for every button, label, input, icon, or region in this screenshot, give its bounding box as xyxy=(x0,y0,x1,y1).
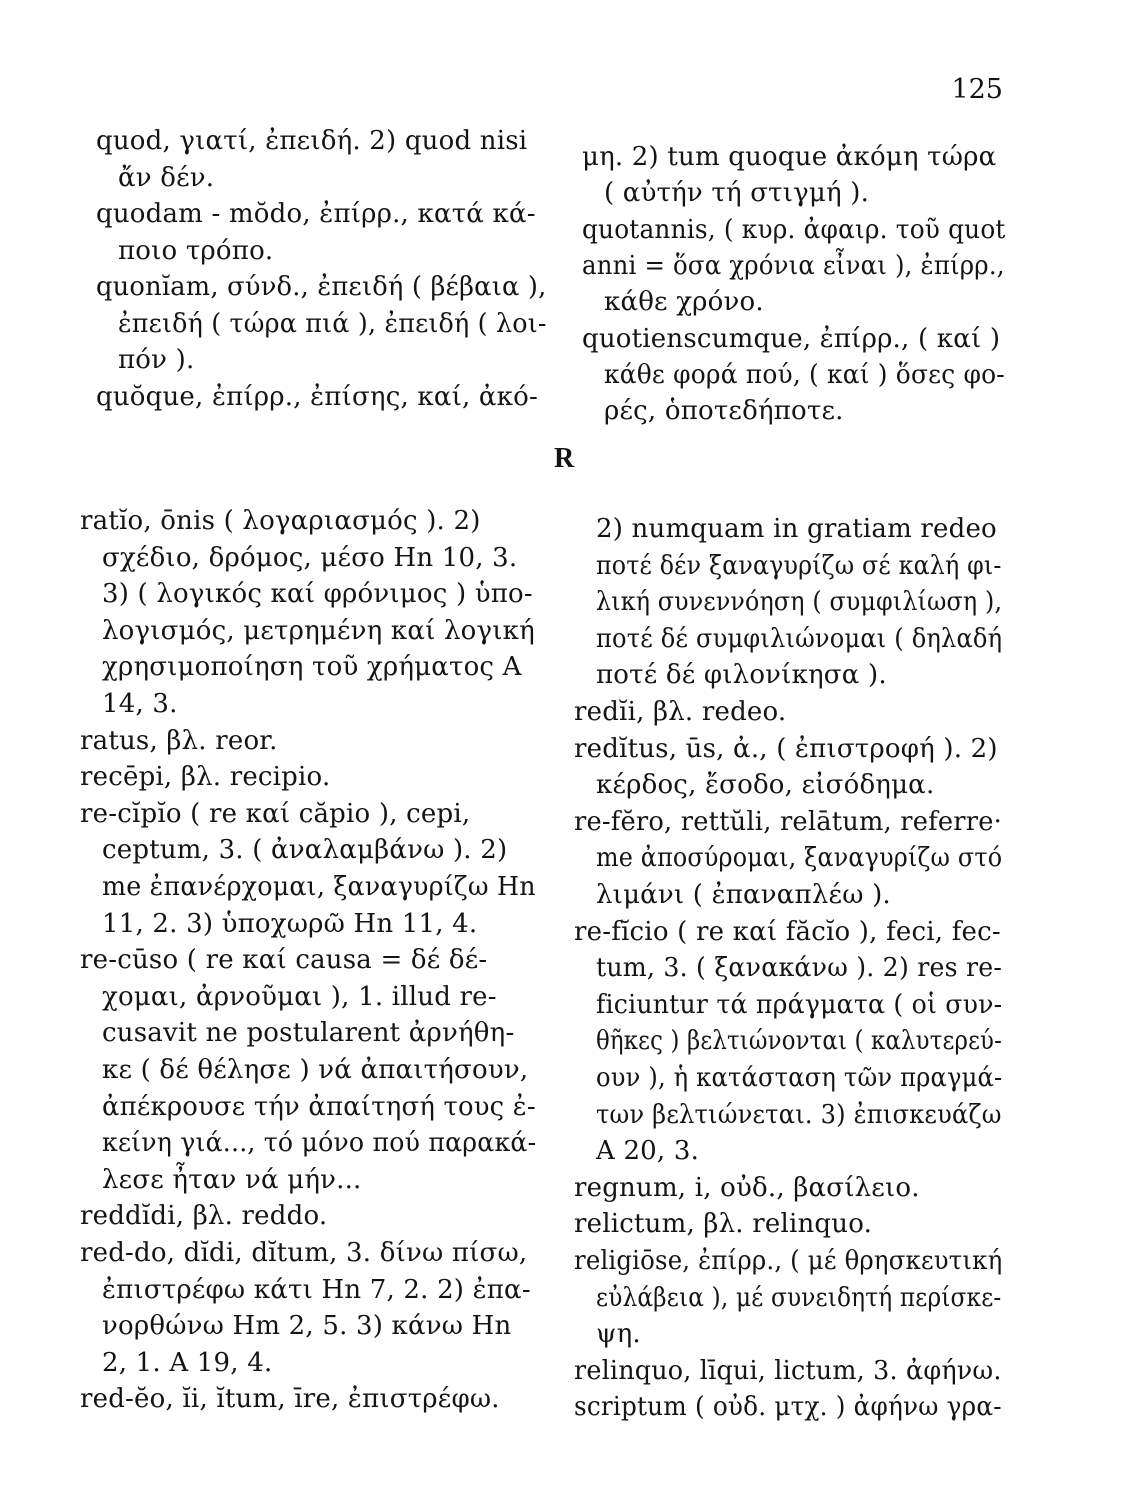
dictionary-line: quonĭam, σύνδ., ἐπειδή ( βέβαια ), xyxy=(96,272,547,302)
dictionary-line: λεσε ἦταν νά μήν... xyxy=(102,1164,362,1195)
dictionary-line: relinquo, līqui, lictum, 3. ἀφήνω. xyxy=(574,1355,1002,1386)
dictionary-line: ceptum, 3. ( ἀναλαμβάνω ). 2) xyxy=(102,835,508,866)
dictionary-line: κάθε χρόνο. xyxy=(604,287,764,318)
dictionary-line: ψη. xyxy=(596,1319,641,1350)
dictionary-line: ficiuntur τά πράγματα ( οἱ συν- xyxy=(596,989,1003,1020)
dictionary-line: tum, 3. ( ξανακάνω ). 2) res re- xyxy=(596,953,1003,984)
page-number: 125 xyxy=(951,74,1003,105)
dictionary-line: ἐπειδή ( τώρα πιά ), ἐπειδή ( λοι- xyxy=(118,308,547,339)
dictionary-line: 14, 3. xyxy=(102,689,178,719)
dictionary-line: re-cūso ( re καί causa = δέ δέ- xyxy=(80,945,488,976)
dictionary-line: νορθώνω Hm 2, 5. 3) κάνω Hn xyxy=(102,1311,512,1342)
dictionary-line: 2, 1. A 19, 4. xyxy=(102,1347,273,1378)
dictionary-line: ποτέ δέ φιλονίκησα ). xyxy=(596,660,887,691)
dictionary-line: θῆκες ) βελτιώνονται ( καλυτερεύ- xyxy=(596,1026,1002,1057)
dictionary-line: ἀπέκρουσε τήν ἀπαίτησή τους ἐ- xyxy=(102,1091,536,1122)
dictionary-line: cusavit ne postularent ἀρνήθη- xyxy=(102,1018,515,1049)
dictionary-line: A 20, 3. xyxy=(596,1136,700,1167)
dictionary-line: relictum, βλ. relinquo. xyxy=(574,1209,873,1240)
dictionary-line: quod, γιατί, ἐπειδή. 2) quod nisi xyxy=(96,126,528,156)
dictionary-line: 3) ( λογικός καί φρόνιμος ) ὑπο- xyxy=(102,579,533,610)
dictionary-line: κάθε φορά πού, ( καί ) ὅσες φο- xyxy=(604,359,1005,390)
dictionary-line: me ἐπανέρχομαι, ξαναγυρίζω Hn xyxy=(102,872,536,902)
dictionary-line: ποτέ δέν ξαναγυρίζω σέ καλή φι- xyxy=(596,550,1002,581)
dictionary-line: regnum, i, οὐδ., βασίλειο. xyxy=(574,1172,920,1203)
dictionary-line: ratĭo, ōnis ( λογαριασμός ). 2) xyxy=(80,506,481,536)
dictionary-line: χρησιμοποίηση τοῦ χρήματος A xyxy=(102,652,522,683)
dictionary-line: των βελτιώνεται. 3) ἐπισκευάζω xyxy=(596,1099,1002,1130)
dictionary-line: quŏque, ἐπίρρ., ἐπίσης, καί, ἀκό- xyxy=(96,381,538,412)
dictionary-line: red-ĕo, ĭi, ĭtum, īre, ἐπιστρέφω. xyxy=(80,1384,500,1415)
dictionary-line: χομαι, ἀρνοῦμαι ), 1. illud re- xyxy=(102,981,497,1012)
dictionary-line: quotienscumque, ἐπίρρ., ( καί ) xyxy=(582,323,1001,354)
dictionary-line: religiōse, ἐπίρρ., ( μέ θρησκευτική xyxy=(574,1246,1003,1276)
dictionary-line: ποιο τρόπο. xyxy=(118,235,274,266)
dictionary-line: re-cĭpĭo ( re καί căpio ), cepi, xyxy=(80,798,471,829)
dictionary-line: redĭi, βλ. redeo. xyxy=(574,697,787,727)
dictionary-line: anni = ὅσα χρόνια εἶναι ), ἐπίρρ., xyxy=(582,250,1005,281)
dictionary-line: ἐπιστρέφω κάτι Hn 7, 2. 2) ἐπα- xyxy=(102,1274,531,1305)
dictionary-line: ουν ), ἡ κατάσταση τῶν πραγμά- xyxy=(596,1063,1003,1093)
dictionary-line: re-fĭcio ( re καί făcĭo ), feci, fec- xyxy=(574,916,1001,947)
dictionary-line: σχέδιο, δρόμος, μέσο Hn 10, 3. xyxy=(102,542,518,573)
dictionary-line: ποτέ δέ συμφιλιώνομαι ( δηλαδή xyxy=(596,623,1003,654)
dictionary-line: λική συνεννόηση ( συμφιλίωση ), xyxy=(596,587,1003,618)
dictionary-line: ( αὐτήν τή στιγμή ). xyxy=(604,178,870,209)
dictionary-line: ἄν δέν. xyxy=(118,162,215,193)
dictionary-line: quodam - mŏdo, ἐπίρρ., κατά κά- xyxy=(96,199,536,229)
dictionary-line: redĭtus, ūs, ἀ., ( ἐπιστροφή ). 2) xyxy=(574,733,998,764)
dictionary-line: 11, 2. 3) ὑποχωρῶ Hn 11, 4. xyxy=(102,908,478,939)
dictionary-line: scriptum ( οὐδ. μτχ. ) ἀφήνω γρα- xyxy=(574,1392,1002,1423)
dictionary-line: reddĭdi, βλ. reddo. xyxy=(80,1201,328,1232)
dictionary-line: εὐλάβεια ), μέ συνειδητή περίσκε- xyxy=(596,1282,1002,1313)
dictionary-line: red-do, dĭdi, dĭtum, 3. δίνω πίσω, xyxy=(80,1238,528,1268)
dictionary-line: μη. 2) tum quoque ἀκόμη τώρα xyxy=(582,142,997,172)
dictionary-line: me ἀποσύρομαι, ξαναγυρίζω στό xyxy=(596,843,1003,874)
dictionary-line: λιμάνι ( ἐπαναπλέω ). xyxy=(596,880,891,910)
dictionary-line: re-fĕro, rettŭli, relātum, referre· xyxy=(574,806,1002,837)
dictionary-line: κείνη γιά..., τό μόνο πού παρακά- xyxy=(102,1128,537,1159)
dictionary-line: πόν ). xyxy=(118,345,195,375)
section-letter-heading: R xyxy=(554,443,575,474)
dictionary-line: quotannis, ( κυρ. ἀφαιρ. τοῦ quot xyxy=(582,214,1006,245)
dictionary-line: κέρδος, ἔσοδο, εἰσόδημα. xyxy=(596,770,935,801)
dictionary-line: recēpi, βλ. recipio. xyxy=(80,762,331,793)
dictionary-line: ratus, βλ. reor. xyxy=(80,725,278,756)
dictionary-line: λογισμός, μετρημένη καί λογική xyxy=(102,615,535,646)
dictionary-line: κε ( δέ θέλησε ) νά ἀπαιτήσουν, xyxy=(102,1055,529,1085)
dictionary-line: ρές, ὁποτεδήποτε. xyxy=(604,396,844,427)
dictionary-line: 2) numquam in gratiam redeo xyxy=(596,514,997,544)
